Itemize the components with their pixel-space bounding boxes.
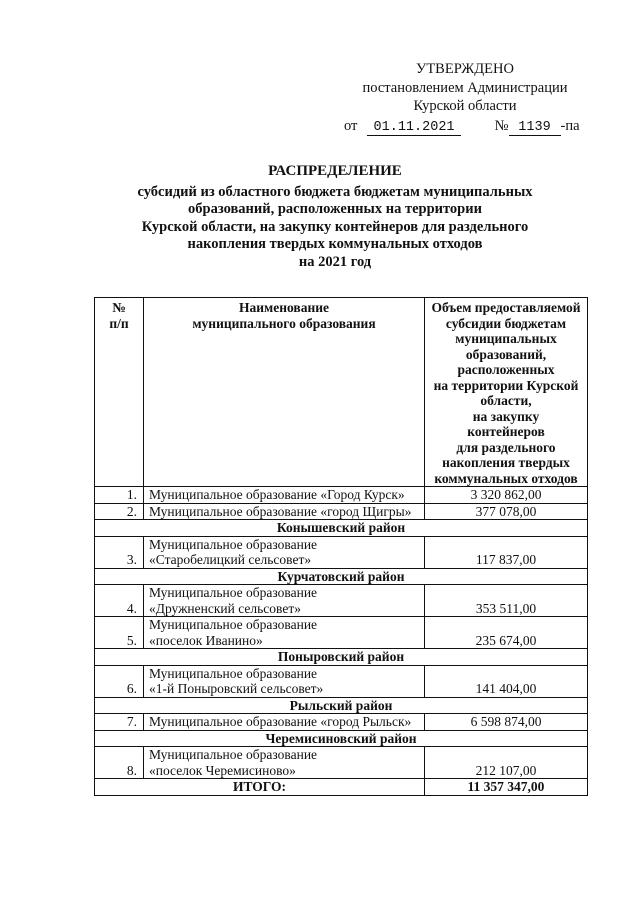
- district-row: [95, 697, 588, 714]
- district-row: [95, 520, 588, 537]
- district-name: Курчатовский район: [95, 568, 588, 585]
- municipality-name-line-1: Муниципальное образование: [149, 585, 318, 600]
- municipality-name: [144, 665, 425, 697]
- approval-heading: УТВЕРЖДЕНО: [416, 61, 514, 77]
- header-amount-line: для раздельного: [456, 439, 556, 455]
- row-number: 5.: [95, 617, 144, 649]
- municipality-name-line-2: «Старобелицкий сельсовет»: [149, 552, 312, 567]
- document-title: [100, 163, 570, 271]
- municipality-name: [144, 536, 425, 568]
- header-name-line-2: муниципального образования: [192, 315, 376, 331]
- row-number: 2.: [95, 503, 144, 520]
- municipality-name-line-1: Муниципальное образование: [149, 665, 318, 681]
- header-amount-line: контейнеров: [467, 424, 545, 439]
- table-row: [95, 617, 588, 649]
- district-name: Рыльский район: [95, 697, 588, 714]
- approval-block: [330, 60, 600, 136]
- municipality-name: Муниципальное образование «город Рыльск»: [144, 714, 425, 731]
- header-amount-line: на территории Курской: [433, 377, 579, 393]
- table-row: [95, 714, 588, 731]
- subsidy-amount: 3 320 862,00: [425, 487, 588, 504]
- table-row: [95, 487, 588, 504]
- municipality-name-line-1: Муниципальное образование: [149, 747, 318, 762]
- subsidy-amount: 235 674,00: [425, 617, 588, 649]
- header-number-line-1: №: [112, 300, 126, 315]
- municipality-name-line-2: «поселок Иванино»: [149, 632, 263, 648]
- title-line-4: накопления твердых коммунальных отходов: [187, 236, 483, 252]
- table-row: [95, 503, 588, 520]
- municipality-name: Муниципальное образование «город Щигры»: [144, 503, 425, 520]
- header-amount-line: субсидии бюджетам: [445, 315, 567, 331]
- header-amount-line: образований,: [465, 346, 547, 362]
- title-line-1: субсидий из областного бюджета бюджетам муниципальных: [137, 183, 533, 200]
- municipality-name: Муниципальное образование «Город Курск»: [144, 487, 425, 504]
- row-number: 8.: [95, 747, 144, 779]
- district-row: [95, 730, 588, 747]
- header-amount: [425, 298, 588, 487]
- district-name: Поныровский район: [95, 649, 588, 666]
- header-amount-line: накопления твердых: [442, 455, 570, 470]
- header-amount-line: Объем предоставляемой: [431, 300, 581, 315]
- header-number-line-2: п/п: [109, 315, 129, 331]
- subsidy-table: [94, 297, 588, 796]
- row-number: 1.: [95, 487, 144, 504]
- municipality-name-line-2: «поселок Черемисиново»: [149, 762, 296, 778]
- district-row: [95, 649, 588, 666]
- header-name-line-1: Наименование: [239, 300, 329, 315]
- municipality-name: [144, 585, 425, 617]
- table-header-row: [95, 298, 588, 487]
- municipality-name-line-2: «Дружненский сельсовет»: [149, 600, 301, 616]
- approval-line-1: постановлением Администрации: [362, 79, 568, 96]
- approval-number: 1139: [509, 120, 561, 136]
- row-number: 7.: [95, 714, 144, 731]
- subsidy-amount: 353 511,00: [425, 585, 588, 617]
- subsidy-amount: 141 404,00: [425, 665, 588, 697]
- approval-date: 01.11.2021: [367, 120, 461, 136]
- header-amount-line: муниципальных: [455, 331, 557, 346]
- subsidy-amount: 377 078,00: [425, 503, 588, 520]
- municipality-name: [144, 617, 425, 649]
- total-label: ИТОГО:: [95, 779, 425, 796]
- subsidy-amount: 6 598 874,00: [425, 714, 588, 731]
- row-number: 3.: [95, 536, 144, 568]
- district-name: Черемисиновский район: [95, 730, 588, 747]
- row-number: 4.: [95, 585, 144, 617]
- table-row: [95, 747, 588, 779]
- total-row: [95, 779, 588, 796]
- subsidy-amount: 212 107,00: [425, 747, 588, 779]
- header-amount-line: расположенных: [457, 362, 555, 377]
- date-prefix: от: [344, 117, 358, 134]
- municipality-name-line-1: Муниципальное образование: [149, 617, 318, 632]
- approval-date-line: [330, 117, 600, 136]
- header-number: [95, 298, 144, 487]
- number-suffix: -па: [560, 117, 580, 134]
- header-name: [144, 298, 425, 487]
- header-amount-line: на закупку: [472, 408, 540, 424]
- title-line-3: Курской области, на закупку контейнеров для раздельного: [141, 218, 529, 235]
- municipality-name: [144, 747, 425, 779]
- header-amount-line: области,: [480, 393, 532, 408]
- subsidy-amount: 117 837,00: [425, 536, 588, 568]
- title-line-2: образований, расположенных на территории: [188, 201, 482, 217]
- row-number: 6.: [95, 665, 144, 697]
- title-main: РАСПРЕДЕЛЕНИЕ: [268, 163, 402, 179]
- district-row: [95, 568, 588, 585]
- header-amount-line: коммунальных отходов: [434, 470, 578, 486]
- table-row: [95, 585, 588, 617]
- table-row: [95, 665, 588, 697]
- district-name: Конышевский район: [95, 520, 588, 537]
- number-prefix: №: [494, 117, 509, 134]
- approval-line-2: Курской области: [413, 98, 517, 114]
- municipality-name-line-2: «1-й Поныровский сельсовет»: [149, 681, 324, 696]
- table-row: [95, 536, 588, 568]
- title-line-5: на 2021 год: [298, 253, 372, 270]
- municipality-name-line-1: Муниципальное образование: [149, 536, 318, 552]
- total-amount: 11 357 347,00: [425, 779, 588, 796]
